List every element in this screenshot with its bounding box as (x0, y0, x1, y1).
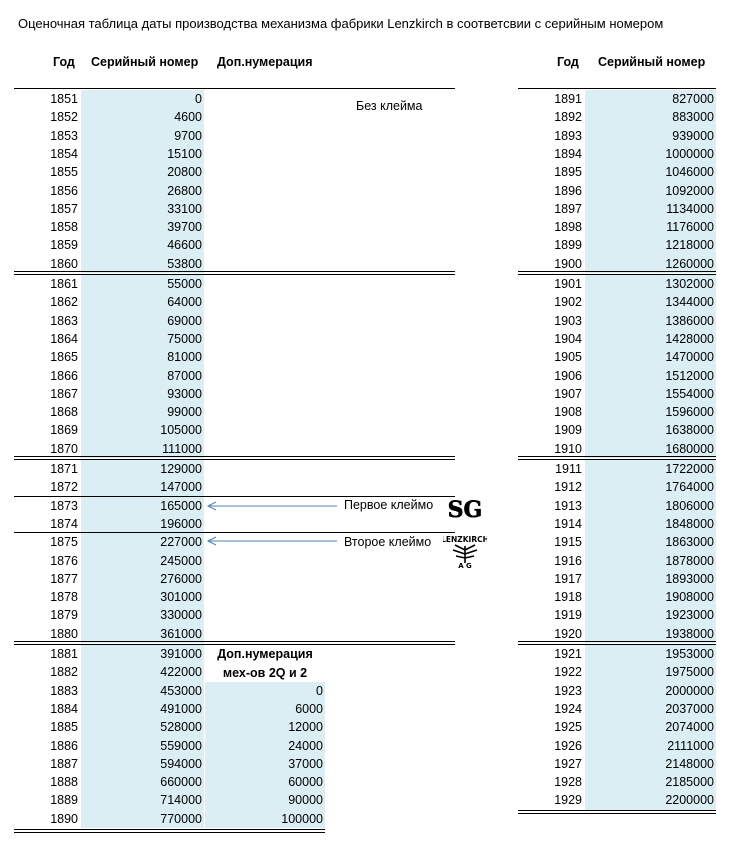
left-row-year: 1851 (50, 92, 78, 106)
left-row-year: 1886 (50, 738, 78, 753)
left-row-year: 1889 (50, 793, 78, 808)
header-extra: Доп.нумерация (217, 55, 313, 69)
left-row-year: 1888 (50, 775, 78, 790)
left-row-serial: 422000 (81, 663, 204, 682)
right-block-separator (518, 456, 716, 460)
right-row-year: 1917 (554, 571, 582, 586)
left-row-year: 1855 (50, 165, 78, 180)
left-row-serial: 559000 (81, 737, 204, 756)
right-row-year: 1912 (554, 480, 582, 495)
right-row-year: 1923 (554, 683, 582, 698)
extra-number-cell: 90000 (205, 791, 325, 810)
left-row-serial: 75000 (81, 330, 204, 349)
left-row-serial: 528000 (81, 718, 204, 737)
no-mark-note: Без клейма (356, 99, 423, 113)
right-row-serial: 1878000 (585, 552, 716, 571)
left-row-year: 1881 (50, 647, 78, 661)
right-row-serial: 1386000 (585, 312, 716, 331)
left-row-year: 1890 (50, 811, 78, 826)
left-row-serial: 9700 (81, 127, 204, 146)
right-row-year: 1925 (554, 720, 582, 735)
right-row-serial: 1260000 (585, 255, 716, 274)
right-row-serial: 1680000 (585, 440, 716, 459)
extra-header-line1: Доп.нумерация (217, 647, 313, 661)
left-row-year: 1883 (50, 683, 78, 698)
extra-number-cell: 12000 (205, 718, 325, 737)
left-row-serial: 276000 (81, 570, 204, 589)
right-row-year: 1907 (554, 386, 582, 401)
extra-number-cell: 6000 (205, 700, 325, 719)
right-row-serial: 1975000 (585, 663, 716, 682)
right-row-serial: 1000000 (585, 145, 716, 164)
left-row-serial: 81000 (81, 348, 204, 367)
right-row-year: 1911 (555, 462, 582, 476)
left-row-serial: 196000 (81, 515, 204, 534)
left-row-serial: 53800 (81, 255, 204, 274)
left-row-year: 1853 (50, 128, 78, 143)
left-row-serial: 111000 (81, 440, 204, 459)
left-row-serial: 770000 (81, 810, 204, 829)
left-row-serial: 55000 (81, 275, 204, 294)
right-row-year: 1921 (554, 647, 582, 661)
right-row-serial: 2185000 (585, 773, 716, 792)
left-row-year: 1864 (50, 331, 78, 346)
right-row-serial: 2200000 (585, 791, 716, 810)
left-row-year: 1852 (50, 110, 78, 125)
left-row-year: 1863 (50, 313, 78, 328)
left-row-serial: 46600 (81, 236, 204, 255)
right-row-year: 1922 (554, 665, 582, 680)
extra-number-cell: 37000 (205, 755, 325, 774)
extra-number-cell: 0 (205, 682, 325, 701)
right-row-year: 1916 (554, 553, 582, 568)
right-row-serial: 1923000 (585, 606, 716, 625)
right-row-year: 1927 (554, 756, 582, 771)
right-row-year: 1901 (554, 277, 582, 291)
right-row-year: 1896 (554, 183, 582, 198)
left-row-serial: 0 (81, 90, 204, 109)
right-row-serial: 1806000 (585, 497, 716, 516)
left-row-serial: 491000 (81, 700, 204, 719)
left-row-serial: 361000 (81, 625, 204, 644)
right-row-serial: 1302000 (585, 275, 716, 294)
left-row-serial: 15100 (81, 145, 204, 164)
left-row-year: 1867 (50, 386, 78, 401)
left-row-year: 1857 (50, 201, 78, 216)
right-row-serial: 2000000 (585, 682, 716, 701)
left-row-serial: 660000 (81, 773, 204, 792)
left-row-serial: 105000 (81, 421, 204, 440)
left-row-serial: 4600 (81, 108, 204, 127)
left-row-serial: 714000 (81, 791, 204, 810)
right-row-year: 1910 (554, 441, 582, 456)
right-row-year: 1928 (554, 775, 582, 790)
left-row-serial: 227000 (81, 533, 204, 552)
left-block-separator (14, 456, 455, 460)
right-row-year: 1913 (554, 498, 582, 513)
right-row-year: 1918 (554, 590, 582, 605)
right-row-serial: 1554000 (585, 385, 716, 404)
left-row-year: 1885 (50, 720, 78, 735)
right-row-serial: 1134000 (585, 200, 716, 219)
left-row-serial: 147000 (81, 478, 204, 497)
left-row-year: 1862 (50, 295, 78, 310)
left-row-year: 1878 (50, 590, 78, 605)
second-mark-bottom-text: A G (458, 562, 472, 570)
left-row-year: 1869 (50, 423, 78, 438)
right-row-year: 1902 (554, 295, 582, 310)
second-mark-top-text: LENZKIRCH (443, 535, 487, 544)
left-row-year: 1875 (50, 535, 78, 550)
extra-number-cell: 24000 (205, 737, 325, 756)
right-row-serial: 883000 (585, 108, 716, 127)
left-row-year: 1871 (50, 462, 78, 476)
left-row-year: 1854 (50, 146, 78, 161)
second-mark-line (14, 532, 455, 533)
right-row-year: 1899 (554, 238, 582, 253)
left-row-serial: 245000 (81, 552, 204, 571)
left-row-serial: 26800 (81, 182, 204, 201)
right-row-serial: 1428000 (585, 330, 716, 349)
second-mark-logo (443, 532, 487, 570)
header-serial-right: Серийный номер (598, 55, 706, 69)
right-row-serial: 1176000 (585, 218, 716, 237)
left-row-serial: 594000 (81, 755, 204, 774)
right-row-serial: 1046000 (585, 163, 716, 182)
right-row-year: 1900 (554, 256, 582, 271)
left-row-serial: 33100 (81, 200, 204, 219)
left-row-serial: 99000 (81, 403, 204, 422)
right-row-serial: 1218000 (585, 236, 716, 255)
right-row-year: 1903 (554, 313, 582, 328)
right-row-year: 1929 (554, 793, 582, 808)
right-row-year: 1895 (554, 165, 582, 180)
right-row-serial: 1512000 (585, 367, 716, 386)
right-row-serial: 939000 (585, 127, 716, 146)
right-row-year: 1908 (554, 405, 582, 420)
left-row-serial: 453000 (81, 682, 204, 701)
right-row-year: 1898 (554, 220, 582, 235)
first-mark-monogram: SG (447, 497, 483, 523)
right-row-year: 1914 (554, 516, 582, 531)
right-row-year: 1891 (554, 92, 582, 106)
right-row-serial: 1953000 (585, 645, 716, 664)
header-year-right: Год (557, 55, 579, 69)
left-row-year: 1865 (50, 350, 78, 365)
right-row-serial: 1938000 (585, 625, 716, 644)
left-row-year: 1876 (50, 553, 78, 568)
right-row-year: 1926 (554, 738, 582, 753)
header-year: Год (53, 55, 75, 69)
header-border-left (14, 88, 455, 89)
left-row-serial: 301000 (81, 588, 204, 607)
left-row-serial: 64000 (81, 293, 204, 312)
left-row-year: 1866 (50, 368, 78, 383)
extra-header-line2: мех-ов 2Q и 2 (222, 666, 308, 680)
second-mark-note: Второе клеймо (344, 535, 432, 549)
right-row-serial: 1092000 (585, 182, 716, 201)
extra-number-cell: 60000 (205, 773, 325, 792)
mark-arrows (205, 498, 340, 548)
left-row-serial: 39700 (81, 218, 204, 237)
left-row-year: 1872 (50, 480, 78, 495)
left-row-year: 1868 (50, 405, 78, 420)
right-row-year: 1897 (554, 201, 582, 216)
left-row-serial: 69000 (81, 312, 204, 331)
left-row-year: 1856 (50, 183, 78, 198)
first-mark-note: Первое клеймо (344, 498, 434, 512)
header-serial: Серийный номер (91, 55, 199, 69)
right-row-year: 1915 (554, 535, 582, 550)
second-mark-arrow (208, 537, 337, 545)
left-row-year: 1877 (50, 571, 78, 586)
left-row-year: 1870 (50, 441, 78, 456)
right-row-serial: 1722000 (585, 460, 716, 479)
left-row-year: 1858 (50, 220, 78, 235)
left-row-year: 1884 (50, 701, 78, 716)
right-row-year: 1906 (554, 368, 582, 383)
right-block-separator (518, 271, 716, 275)
left-row-year: 1861 (50, 277, 78, 291)
left-row-year: 1880 (50, 626, 78, 641)
left-row-serial: 391000 (81, 645, 204, 664)
left-row-year: 1882 (50, 665, 78, 680)
right-row-year: 1905 (554, 350, 582, 365)
page-title: Оценочная таблица даты производства механизма фабрики Lenzkirch в соответсвии с серийным номером (18, 16, 664, 31)
right-row-serial: 1344000 (585, 293, 716, 312)
right-row-year: 1893 (554, 128, 582, 143)
right-row-serial: 2148000 (585, 755, 716, 774)
left-row-year: 1859 (50, 238, 78, 253)
right-row-serial: 1863000 (585, 533, 716, 552)
right-table-bottom (518, 810, 716, 814)
extra-number-cell: 100000 (205, 810, 325, 829)
left-row-year: 1887 (50, 756, 78, 771)
right-row-serial: 2037000 (585, 700, 716, 719)
right-row-serial: 2074000 (585, 718, 716, 737)
right-row-serial: 2111000 (585, 737, 716, 756)
right-block-separator (518, 641, 716, 645)
right-row-year: 1894 (554, 146, 582, 161)
left-block-separator (14, 641, 455, 645)
right-row-serial: 1908000 (585, 588, 716, 607)
right-row-year: 1892 (554, 110, 582, 125)
left-row-serial: 129000 (81, 460, 204, 479)
left-row-year: 1860 (50, 256, 78, 271)
left-row-serial: 87000 (81, 367, 204, 386)
left-block-separator (14, 271, 455, 275)
right-row-serial: 1764000 (585, 478, 716, 497)
left-row-year: 1874 (50, 516, 78, 531)
right-row-year: 1909 (554, 423, 582, 438)
left-row-serial: 93000 (81, 385, 204, 404)
right-row-serial: 1638000 (585, 421, 716, 440)
left-row-year: 1879 (50, 608, 78, 623)
right-row-serial: 1893000 (585, 570, 716, 589)
right-row-year: 1924 (554, 701, 582, 716)
right-row-serial: 1596000 (585, 403, 716, 422)
right-row-serial: 827000 (585, 90, 716, 109)
left-row-serial: 20800 (81, 163, 204, 182)
right-row-year: 1919 (554, 608, 582, 623)
first-mark-arrow (208, 502, 337, 510)
left-table-bottom (14, 829, 325, 833)
header-border-right (518, 88, 716, 89)
extra-numbering-header (205, 645, 325, 683)
right-row-year: 1920 (554, 626, 582, 641)
first-mark-line (14, 496, 455, 497)
right-row-serial: 1848000 (585, 515, 716, 534)
right-row-year: 1904 (554, 331, 582, 346)
left-row-year: 1873 (50, 498, 78, 513)
left-row-serial: 165000 (81, 497, 204, 516)
left-row-serial: 330000 (81, 606, 204, 625)
right-row-serial: 1470000 (585, 348, 716, 367)
